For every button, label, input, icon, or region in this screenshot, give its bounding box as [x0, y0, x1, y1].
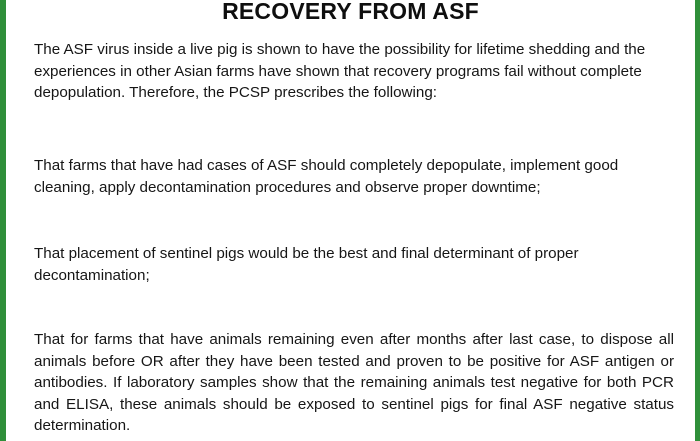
depopulation-paragraph: That farms that have had cases of ASF should completely depopulate, implement good cleaning, apply decontamination procedures and observe proper downtime;	[34, 157, 619, 196]
document-title: RECOVERY FROM ASF	[222, 0, 479, 24]
sentinel-paragraph: That placement of sentinel pigs would be the best and final determinant of proper decontamination;	[34, 245, 579, 284]
remaining-animals-paragraph: That for farms that have animals remaining even after months after last case, to dispose all animals before OR after they have been tested and proven to be positive for ASF antigen or antibodies. If laboratory samples show that the remaining animals test negative for both PCR and ELISA, these animals should be exposed to sentinel pigs for final ASF negative status determination.	[34, 331, 674, 434]
intro-paragraph: The ASF virus inside a live pig is shown to have the possibility for lifetime shedding and the experiences in other Asian farms have shown that recovery programs fail without complete depopulation. Therefore, the PCSP prescribes the following:	[34, 41, 646, 101]
